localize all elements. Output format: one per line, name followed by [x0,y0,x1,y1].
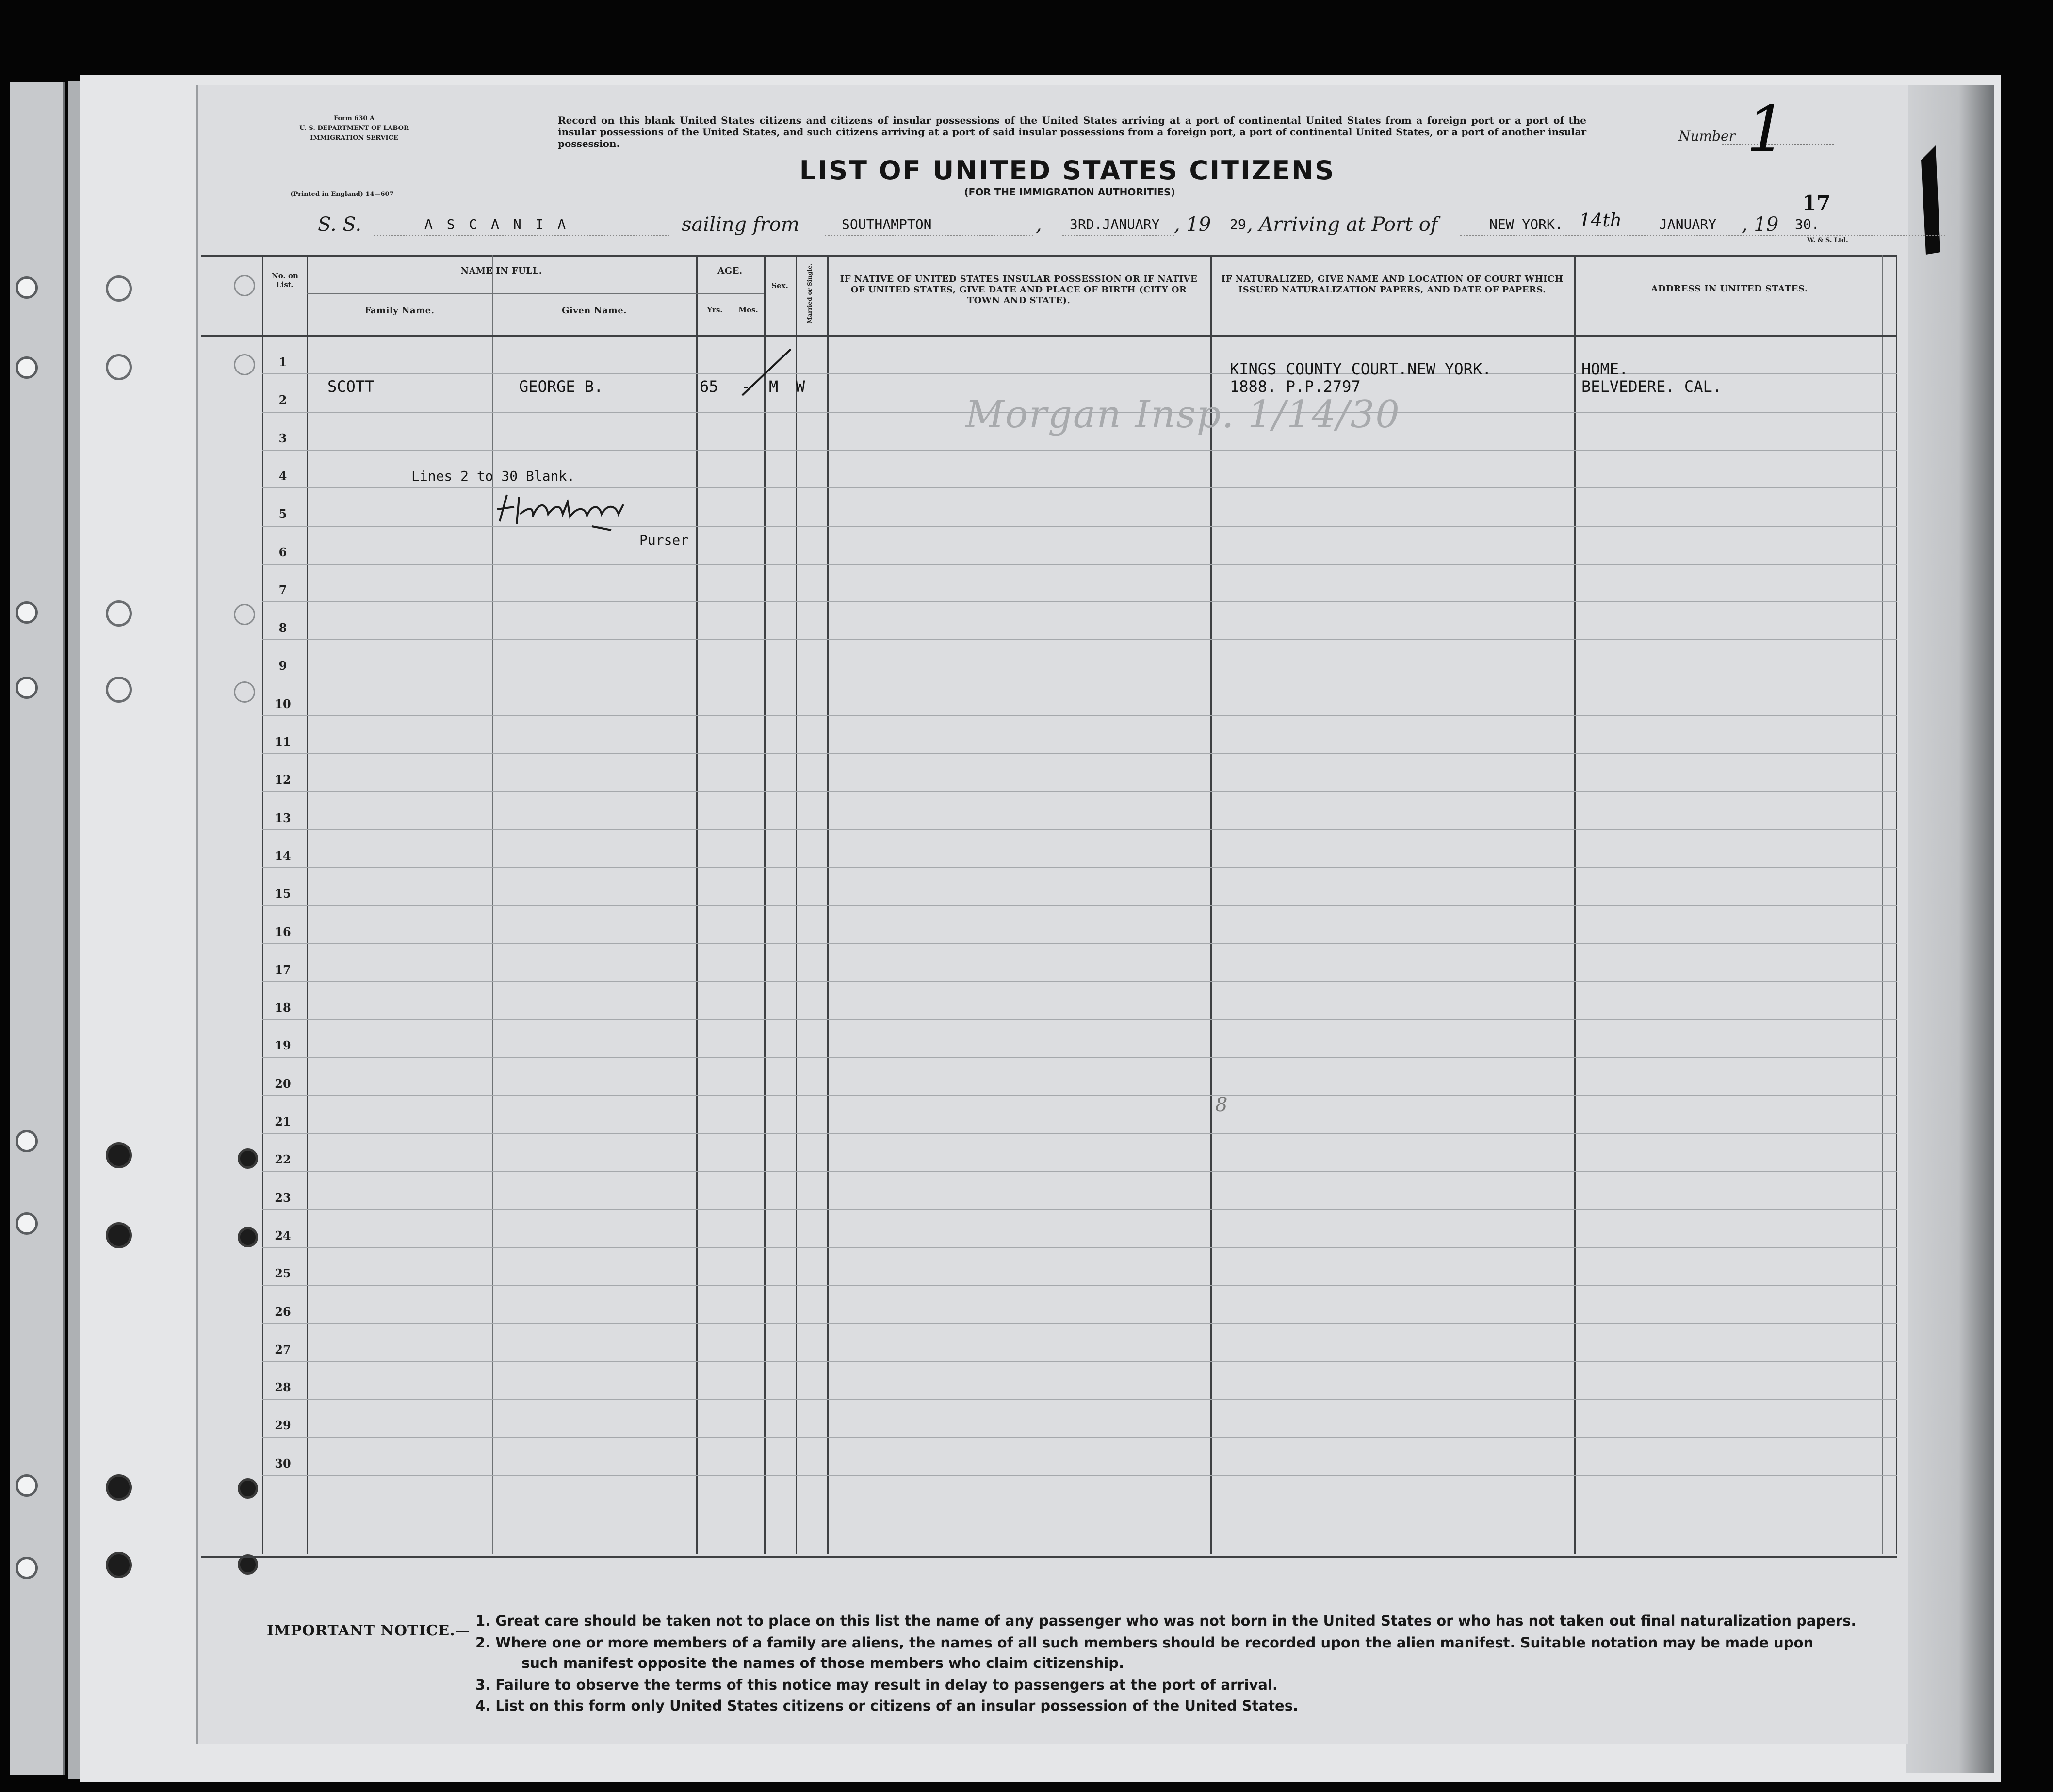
punch-hole [106,1142,132,1168]
row-number: 1 [278,355,287,369]
address-cell-line1: HOME. [1581,360,1629,378]
notice-item-2-cont: such manifest opposite the names of those members who claim citizenship. [521,1655,1124,1671]
row-number: 10 [275,696,291,711]
punch-hole [106,600,132,627]
page-number: 17 [1802,191,1831,215]
page-subtitle: (FOR THE IMMIGRATION AUTHORITIES) [964,186,1175,198]
col-header-name: NAME IN FULL. [460,266,542,276]
row-number: 20 [275,1076,291,1091]
table-row [262,753,1897,754]
age-header-split [696,293,764,294]
row-number: 5 [278,507,287,521]
row-number: 18 [275,1001,291,1015]
table-row [262,981,1897,982]
check-mark [737,347,796,400]
table-row [262,450,1897,451]
row-number: 9 [278,659,287,673]
punch-hole [106,1474,132,1501]
back-sheet [10,82,65,1775]
arrival-year-prefix: , 19 [1742,213,1779,236]
sex-cell: M [769,377,779,396]
col-header-age: AGE. [717,266,743,276]
row-number: 26 [275,1304,291,1319]
row-number: 23 [275,1190,291,1205]
punch-hole [16,601,38,624]
notice-item-1: 1. Great care should be taken not to place on this list the name of any passenger who was not born in the United States or who has not taken out final naturalization papers. [475,1613,1857,1629]
row-number: 27 [275,1342,291,1356]
table-row [262,564,1897,565]
purser-signature [495,487,669,531]
arrival-day: 14th [1579,210,1622,231]
page-curl [1906,85,1994,1773]
court-cell-line1: KINGS COUNTY COURT.NEW YORK. [1230,360,1492,378]
row-number: 7 [278,582,287,597]
punch-hole [106,1552,132,1578]
row-number: 2 [278,393,287,407]
dotted-line [825,235,1033,236]
col-header-given-name: Given Name. [562,306,627,316]
table-row [262,905,1897,906]
col-header-mos: Mos. [738,306,758,314]
table-row [262,1285,1897,1286]
table-row [262,1019,1897,1020]
row-number: 24 [275,1228,291,1243]
year-prefix: , 19 [1174,213,1211,236]
family-name-cell: SCOTT [327,377,375,396]
punch-hole [16,1557,38,1579]
blank-lines-note: Lines 2 to 30 Blank. [411,468,575,484]
arriving-label: , Arriving at Port of [1247,213,1438,236]
col-header-married: Married or Single. [806,263,813,323]
row-number: 4 [278,468,287,483]
married-cell: W [796,377,805,396]
ss-label: S. S. [318,213,362,236]
punch-hole [16,1130,38,1152]
service: IMMIGRATION SERVICE [310,134,398,142]
sailing-year: 29 [1230,216,1246,232]
court-cell-line2: 1888. P.P.2797 [1230,377,1361,396]
row-number: 8 [278,621,287,635]
row-number: 11 [275,735,291,749]
dotted-line [374,235,669,236]
col-header-yrs: Yrs. [707,306,723,314]
table-row [262,1095,1897,1096]
table-row [262,1475,1897,1476]
age-months-cell: - [741,377,751,396]
handwritten-one-mark [1916,141,1945,257]
header-bottom-line [201,335,1897,337]
page-title: LIST OF UNITED STATES CITIZENS [799,155,1336,186]
purser-label: Purser [639,532,689,548]
row-number: 15 [275,887,291,901]
punch-hole [16,1474,38,1497]
row-number: 16 [275,924,291,939]
punch-hole [16,1212,38,1235]
printed-note: (Printed in England) 14—607 [290,191,394,198]
row-number: 19 [275,1038,291,1053]
port-from: SOUTHAMPTON [842,216,932,232]
form-number: Form 630 A [333,115,375,122]
comma: , [1036,213,1042,236]
row-number: 6 [278,545,287,559]
table-row [262,1437,1897,1438]
row-number: 12 [275,773,291,787]
sailing-label: sailing from [682,213,799,236]
table-row [262,1323,1897,1324]
dotted-line [1460,235,1945,236]
punch-hole [16,677,38,699]
address-cell-line2: BELVEDERE. CAL. [1581,377,1722,396]
punch-hole [106,1222,132,1248]
record-instructions: Record on this blank United States citizens and citizens of insular possessions of the United States arriving at a port of continental United States from a foreign port or a port of the insular possessions of the United States, and such citizens arriving at a port of said insular possessions from a foreign port, a port of continental United States, or a port of another insular possession. [558,114,1586,149]
notice-item-4: 4. List on this form only United States citizens or citizens of an insular possession of the United States. [475,1697,1298,1714]
notice-item-2: 2. Where one or more members of a family are aliens, the names of all such members should be recorded upon the alien manifest. Suitable notation may be made upon [475,1634,1814,1651]
table-row [262,1247,1897,1248]
table-row [262,943,1897,944]
table-row [262,639,1897,640]
table-row [262,1361,1897,1362]
col-header-native: IF NATIVE OF UNITED STATES INSULAR POSSESSION OR IF NATIVE OF UNITED STATES, GIVE DATE AND PLACE OF BIRTH (CITY OR TOWN AND STATE). [840,274,1198,306]
table-row [262,829,1897,830]
ship-name: A S C A N I A [424,216,569,232]
row-number: 30 [275,1456,291,1470]
given-name-cell: GEORGE B. [519,377,603,396]
punch-hole [16,356,38,379]
pencil-mark: 8 [1215,1094,1228,1116]
notice-heading: IMPORTANT NOTICE.— [267,1622,471,1639]
row-number: 3 [278,431,287,445]
age-years-cell: 65 [700,377,718,396]
table-row [262,373,1897,374]
row-number: 22 [275,1152,291,1167]
table-row [262,715,1897,716]
row-number: 29 [275,1418,291,1433]
table-row [262,1133,1897,1134]
row-number: 28 [275,1380,291,1395]
port-to: NEW YORK. [1489,216,1563,232]
col-header-no: No. on List. [272,272,298,289]
row-number: 25 [275,1266,291,1281]
name-header-split [307,293,696,294]
arrival-year: 30. [1795,216,1820,232]
arrival-month: JANUARY [1659,216,1717,232]
punch-hole [106,354,132,380]
table-row [262,791,1897,792]
row-number: 14 [275,848,291,863]
row-number: 13 [275,810,291,825]
col-header-address: ADDRESS IN UNITED STATES. [1651,284,1808,294]
row-number: 17 [275,962,291,977]
table-row [262,1057,1897,1058]
notice-item-3: 3. Failure to observe the terms of this notice may result in delay to passengers at the port of arrival. [475,1677,1278,1693]
list-number: 1 [1746,92,1787,166]
table-row [262,1209,1897,1210]
dotted-line [1062,235,1174,236]
table-row [262,1171,1897,1172]
department: U. S. DEPARTMENT OF LABOR [299,125,409,132]
punch-hole [106,677,132,703]
table-row [262,867,1897,868]
number-label: Number [1678,128,1735,144]
sailing-date: 3RD.JANUARY [1070,216,1160,232]
punch-hole [16,276,38,299]
table-row [262,601,1897,602]
printer-mark: W. & S. Ltd. [1807,237,1848,244]
punch-hole [106,275,132,302]
col-header-naturalized: IF NATURALIZED, GIVE NAME AND LOCATION OF COURT WHICH ISSUED NATURALIZATION PAPERS, AND DATE OF PAPERS. [1221,274,1564,295]
col-header-family-name: Family Name. [364,306,435,316]
row-number: 21 [275,1114,291,1129]
inspector-annotation: Morgan Insp. 1/14/30 [965,393,1401,436]
col-header-sex: Sex. [771,281,788,290]
table-row [262,1399,1897,1400]
